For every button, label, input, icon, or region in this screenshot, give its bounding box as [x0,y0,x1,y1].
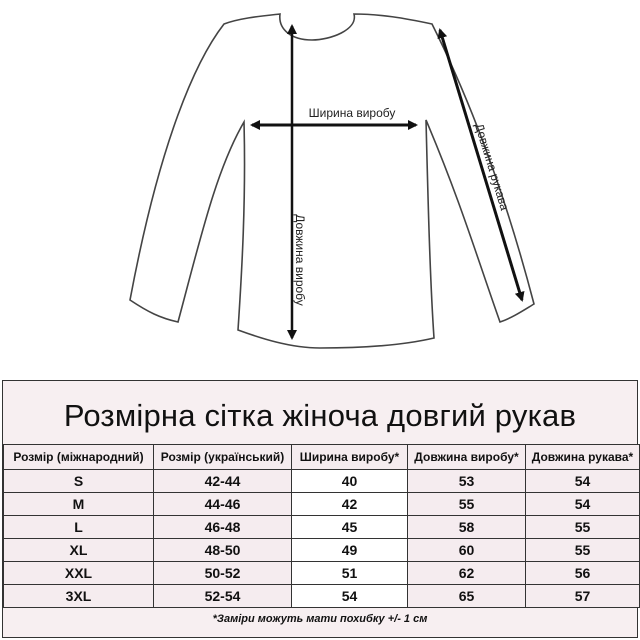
header-ukrainian-size: Розмір (український) [154,445,292,470]
length-label: Довжина виробу [293,214,307,306]
size-table [3,444,640,608]
cell-sleeve-length: 57 [526,585,640,608]
sleeve-arrow [440,30,522,300]
cell-length: 53 [408,470,526,493]
cell-ukrainian-size: 50-52 [154,562,292,585]
table-row [4,539,640,562]
header-international-size: Розмір (міжнародний) [4,445,154,470]
cell-width: 45 [292,516,408,539]
sleeve-label: Довжина рукава [471,121,512,213]
cell-international-size: M [4,493,154,516]
cell-sleeve-length: 55 [526,539,640,562]
cell-length: 58 [408,516,526,539]
cell-width: 54 [292,585,408,608]
cell-sleeve-length: 56 [526,562,640,585]
size-chart [2,380,638,638]
cell-width: 51 [292,562,408,585]
cell-international-size: L [4,516,154,539]
cell-ukrainian-size: 48-50 [154,539,292,562]
table-row [4,585,640,608]
cell-international-size: S [4,470,154,493]
size-chart-title: Розмірна сітка жіноча довгий рукав [63,398,577,433]
cell-international-size: XL [4,539,154,562]
table-row [4,516,640,539]
header-sleeve-length: Довжина рукава* [526,445,640,470]
cell-sleeve-length: 55 [526,516,640,539]
cell-length: 60 [408,539,526,562]
shirt-outline [130,14,534,348]
cell-length: 65 [408,585,526,608]
cell-sleeve-length: 54 [526,493,640,516]
cell-width: 49 [292,539,408,562]
header-length: Довжина виробу* [408,445,526,470]
table-header-row [4,445,640,470]
cell-ukrainian-size: 44-46 [154,493,292,516]
cell-sleeve-length: 54 [526,470,640,493]
cell-ukrainian-size: 46-48 [154,516,292,539]
cell-ukrainian-size: 52-54 [154,585,292,608]
width-label: Ширина виробу [308,106,396,120]
measurement-footnote: *Заміри можуть мати похибку +/- 1 см [212,613,428,625]
cell-ukrainian-size: 42-44 [154,470,292,493]
cell-length: 55 [408,493,526,516]
table-row [4,493,640,516]
table-row [4,470,640,493]
cell-width: 42 [292,493,408,516]
cell-international-size: 3XL [4,585,154,608]
table-row [4,562,640,585]
cell-international-size: XXL [4,562,154,585]
cell-width: 40 [292,470,408,493]
header-width: Ширина виробу* [292,445,408,470]
cell-length: 62 [408,562,526,585]
